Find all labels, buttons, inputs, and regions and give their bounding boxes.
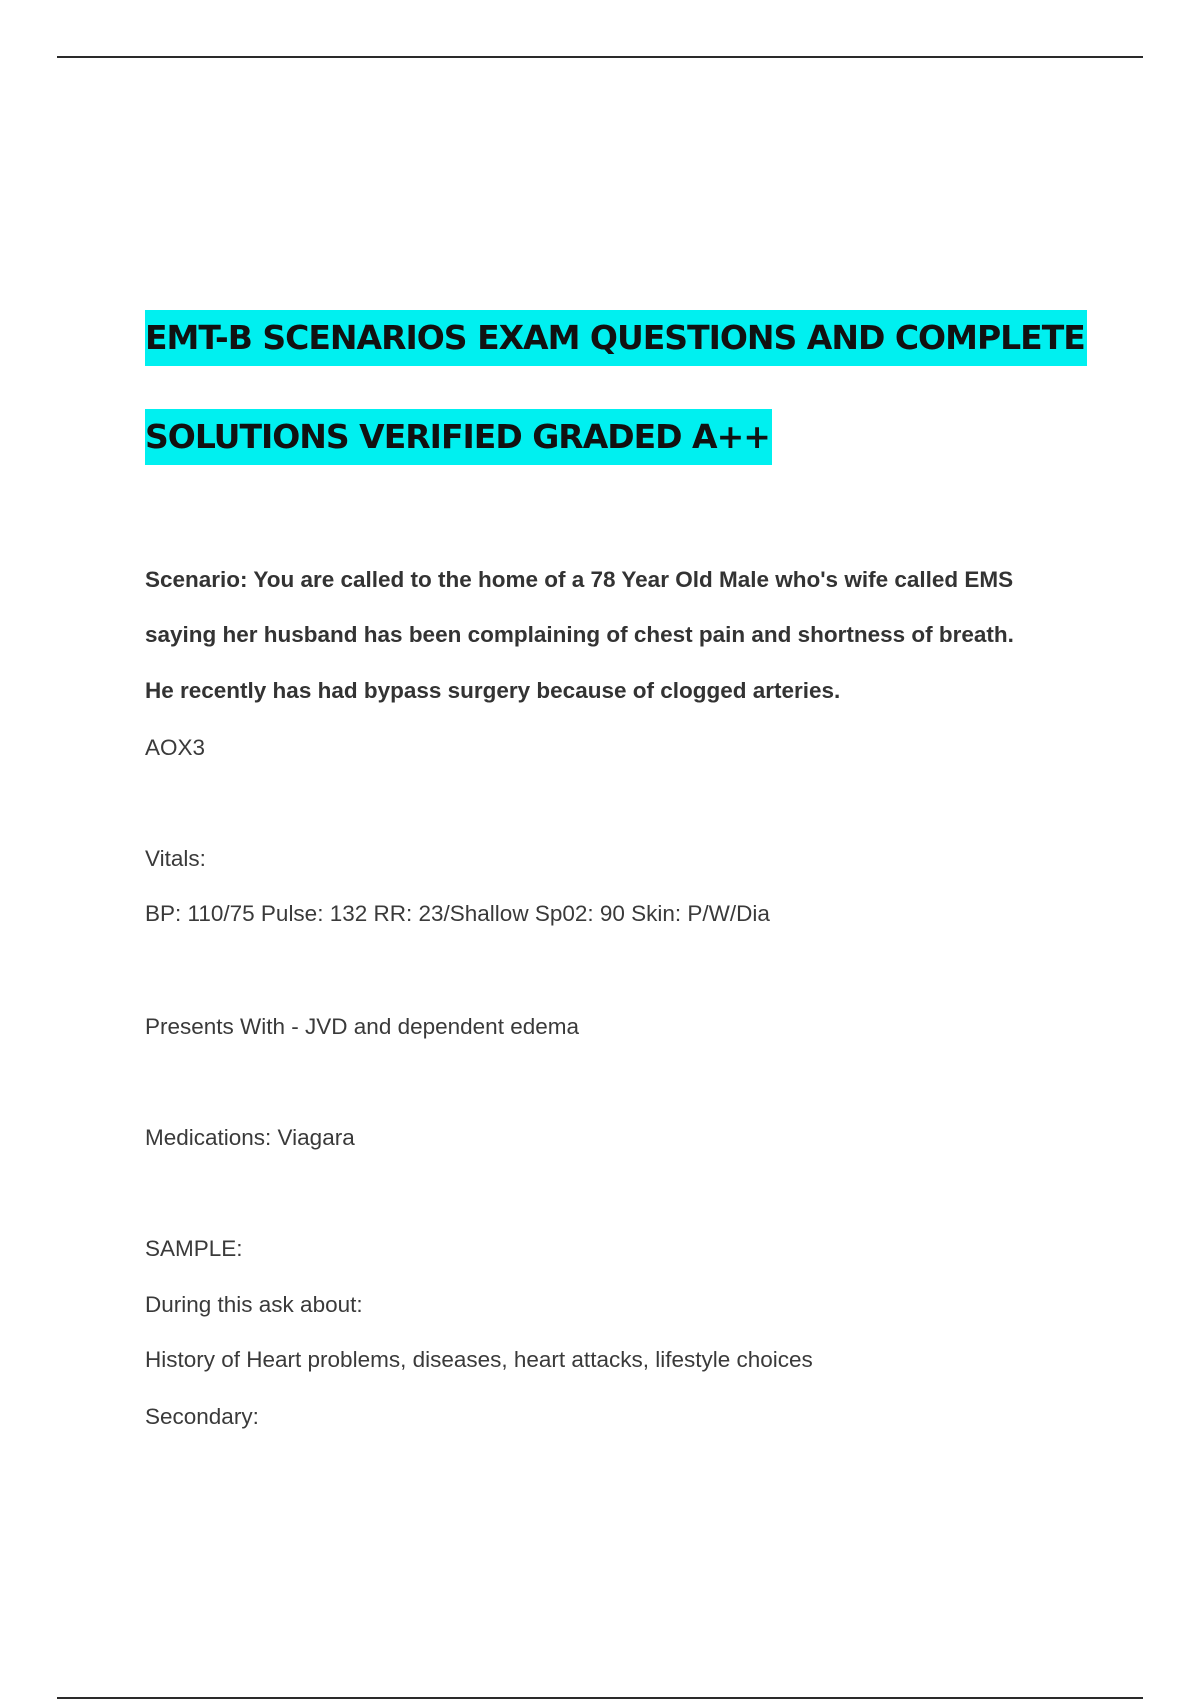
vitals-values: BP: 110/75 Pulse: 132 RR: 23/Shallow Sp02: 90 Skin: P/W/Dia bbox=[145, 901, 770, 926]
header-rule bbox=[57, 56, 1143, 58]
scenario-line-2: saying her husband has been complaining of chest pain and shortness of breath. bbox=[145, 622, 1014, 647]
vitals-label: Vitals: bbox=[145, 846, 206, 871]
aox-status: AOX3 bbox=[145, 735, 206, 760]
sample-prompt: During this ask about: bbox=[145, 1292, 363, 1317]
document-title-line-2 bbox=[145, 417, 772, 456]
footer-rule bbox=[57, 1697, 1143, 1699]
medications: Medications: Viagara bbox=[145, 1125, 355, 1150]
title-highlight-1: EMT-B SCENARIOS EXAM QUESTIONS AND COMPLETE bbox=[145, 310, 1087, 366]
document-title-line-1 bbox=[145, 318, 1087, 357]
sample-history: History of Heart problems, diseases, heart attacks, lifestyle choices bbox=[145, 1347, 813, 1372]
scenario-line-1: Scenario: You are called to the home of a 78 Year Old Male who's wife called EMS bbox=[145, 567, 1014, 592]
title-highlight-2: SOLUTIONS VERIFIED GRADED A++ bbox=[145, 409, 772, 465]
scenario-line-3: He recently has had bypass surgery because of clogged arteries. bbox=[145, 678, 841, 703]
presents-with: Presents With - JVD and dependent edema bbox=[145, 1014, 579, 1039]
sample-label: SAMPLE: bbox=[145, 1236, 243, 1261]
secondary-label: Secondary: bbox=[145, 1404, 259, 1429]
